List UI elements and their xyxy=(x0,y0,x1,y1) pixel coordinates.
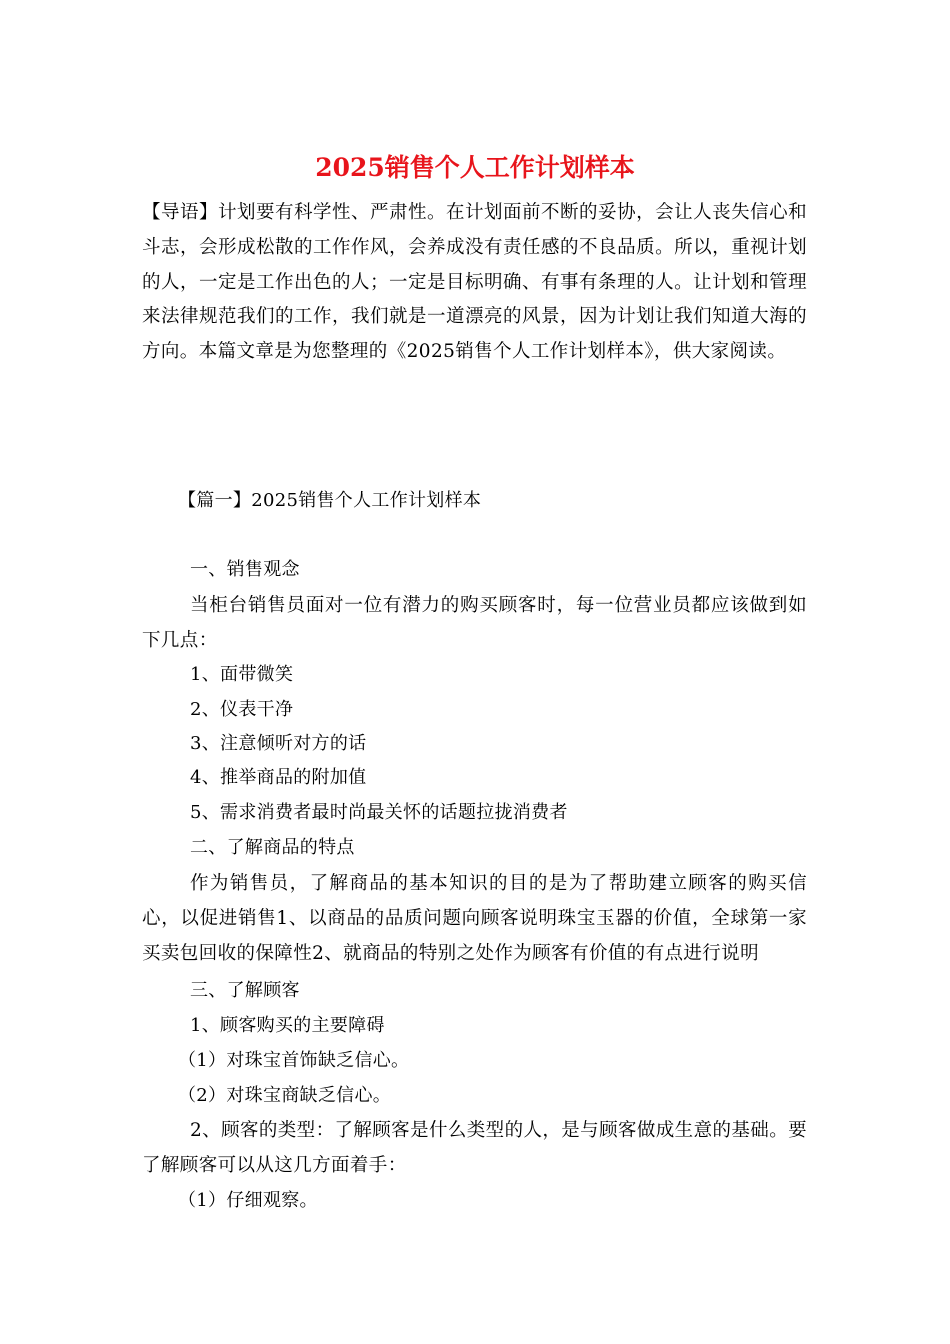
intro-paragraph: 【导语】计划要有科学性、严肃性。在计划面前不断的妥协，会让人丧失信心和斗志，会形成松散的工作作风，会养成没有责任感的不良品质。所以，重视计划的人，一定是工作出色的人；一定是目标明确、有事有条理的人。让计划和管理来法律规范我们的工作，我们就是一道漂亮的风景，因为计划让我们知道大海的方向。本篇文章是为您整理的《2025销售个人工作计划样本》，供大家阅读。 xyxy=(142,202,807,363)
list-item: 3、注意倾听对方的话 xyxy=(190,733,367,754)
document-title: 2025销售个人工作计划样本 xyxy=(315,153,635,182)
chapter-heading: 【篇一】2025销售个人工作计划样本 xyxy=(178,490,482,511)
section-heading-1: 一、销售观念 xyxy=(190,559,300,580)
section-heading-2: 二、了解商品的特点 xyxy=(190,837,355,858)
list-item: 5、需求消费者最时尚最关怀的话题拉拢消费者 xyxy=(190,802,568,823)
list-item: 1、面带微笑 xyxy=(190,664,294,685)
list-item: （1）仔细观察。 xyxy=(178,1190,318,1211)
section-2-paragraph: 作为销售员，了解商品的基本知识的目的是为了帮助建立顾客的购买信心，以促进销售1、以商品的品质问题向顾客说明珠宝玉器的价值，全球第一家买卖包回收的保障性2、就商品的特别之处作为顾客有价值的有点进行说明 xyxy=(142,873,807,964)
list-item: （2）对珠宝商缺乏信心。 xyxy=(178,1085,392,1106)
section-heading-3: 三、了解顾客 xyxy=(190,980,300,1001)
section-3-sub2-paragraph: 2、顾客的类型：了解顾客是什么类型的人，是与顾客做成生意的基础。要了解顾客可以从这几方面着手： xyxy=(142,1120,807,1176)
list-item: 2、仪表干净 xyxy=(190,699,294,720)
list-item: （1）对珠宝首饰缺乏信心。 xyxy=(178,1050,410,1071)
section-1-paragraph: 当柜台销售员面对一位有潜力的购买顾客时，每一位营业员都应该做到如下几点： xyxy=(142,595,807,651)
list-item: 4、推举商品的附加值 xyxy=(190,767,367,788)
subsection-heading: 1、顾客购买的主要障碍 xyxy=(190,1015,385,1036)
